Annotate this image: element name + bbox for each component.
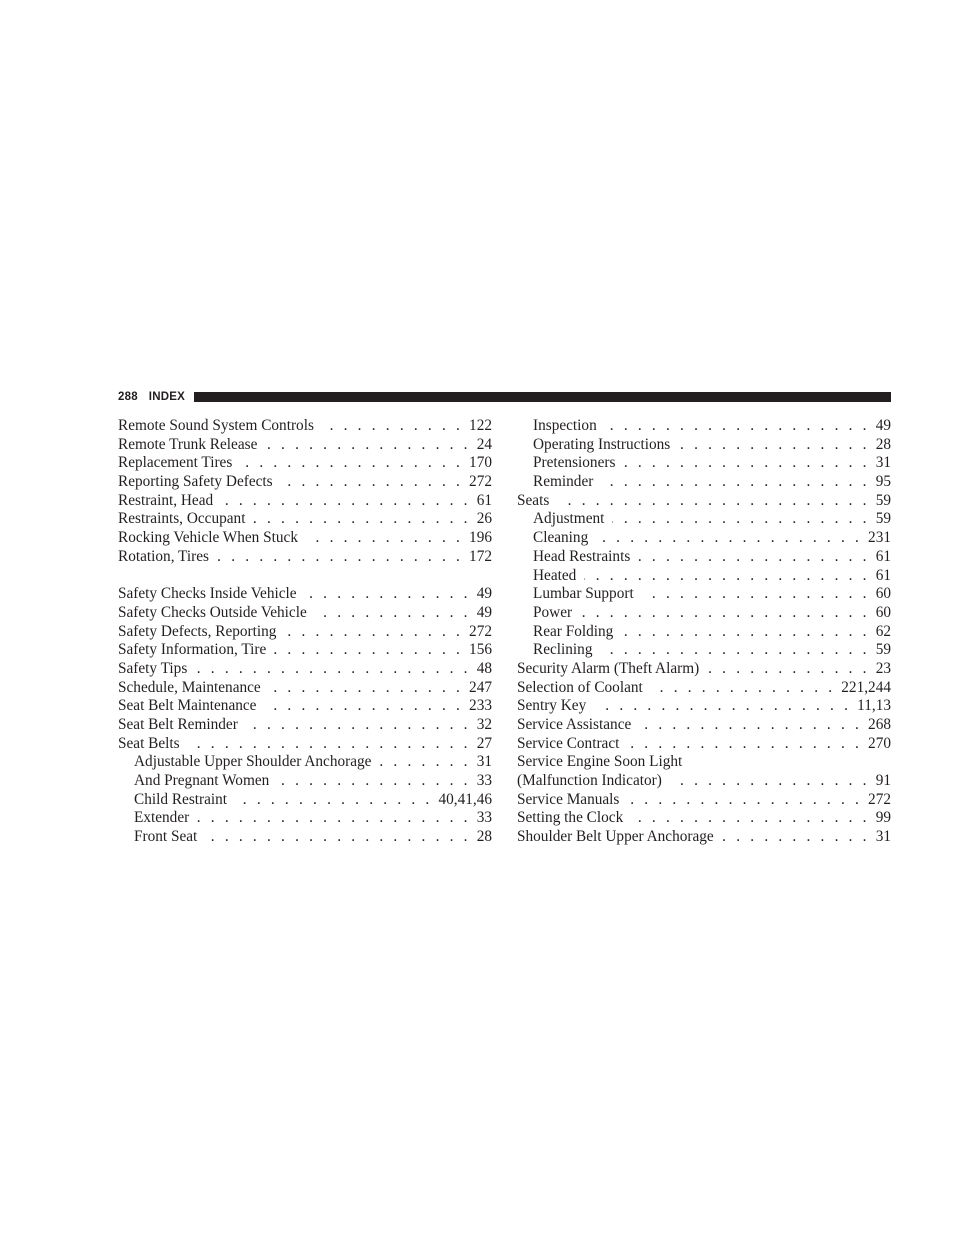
dot-leader [627,791,862,810]
dot-leader [274,641,463,660]
index-page-ref: 272 [868,790,891,808]
index-page-ref: 61 [476,491,492,509]
index-page-ref: 91 [875,772,891,790]
dot-leader [612,510,869,529]
index-term: Safety Defects, Reporting [118,622,277,640]
index-term: Heated [533,566,577,584]
index-term: Remote Trunk Release [118,435,258,453]
index-term: Extender [134,809,190,827]
dot-leader [322,417,463,436]
index-entry [118,660,492,679]
index-entry [118,473,492,492]
dot-leader [631,809,869,828]
dot-leader [379,753,470,772]
dot-leader [253,510,470,529]
index-page-ref: 122 [469,417,492,434]
index-term: Shoulder Belt Upper Anchorage [517,828,714,846]
index-subentry [517,436,891,455]
index-term: Reclining [533,641,593,659]
index-term: Service Manuals [517,790,620,808]
index-page-ref: 270 [868,734,891,752]
index-entry [517,697,891,716]
index-entry [118,585,492,604]
index-page-ref: 33 [476,809,492,827]
index-entry [118,623,492,642]
index-subentry [118,828,492,847]
index-term: Reminder [533,473,594,491]
index-page-ref: 49 [476,603,492,621]
header-rule [194,392,891,402]
index-entry [118,492,492,511]
index-page-ref: 31 [875,828,891,846]
dot-leader [284,623,463,642]
dot-leader [642,585,870,604]
index-column-right [517,417,891,847]
dot-leader [305,585,471,604]
dot-leader [197,809,470,828]
index-page-ref: 48 [476,659,492,677]
index-subentry [517,473,891,492]
dot-leader [722,828,870,847]
dot-leader [265,436,470,455]
index-entry [118,510,492,529]
index-entry [118,641,492,660]
index-term: Rocking Vehicle When Stuck [118,529,298,547]
index-entry [118,716,492,735]
dot-leader [651,679,836,698]
index-page-ref: 233 [469,697,492,715]
index-subentry [118,753,492,772]
dot-leader [678,436,869,455]
index-page-ref: 95 [875,473,891,491]
index-entry [517,828,891,847]
dot-leader [306,529,463,548]
index-term: Service Engine Soon Light [517,753,683,771]
index-term: Front Seat [134,828,198,846]
index-term: Replacement Tires [118,454,233,472]
index-page-ref: 28 [476,828,492,846]
index-entry [118,679,492,698]
index-entry [118,604,492,623]
index-term: Seat Belt Reminder [118,716,238,733]
section-title: INDEX [148,391,185,403]
dot-leader [188,735,471,754]
index-term: Selection of Coolant [517,678,643,696]
index-page-ref: 31 [476,753,492,771]
index-entry [517,716,891,735]
index-page-ref: 156 [469,641,492,659]
index-entry [517,660,891,679]
dot-leader [277,772,470,791]
index-entry [118,454,492,473]
index-page-ref: 23 [875,659,891,677]
index-page-ref: 59 [875,510,891,528]
index-page-ref: 170 [469,454,492,472]
index-page-ref: 172 [469,547,492,565]
index-term: Adjustable Upper Shoulder Anchorage [134,753,372,771]
index-term: Seats [517,491,550,509]
index-page-ref: 49 [875,417,891,434]
index-page-ref: 60 [875,585,891,603]
dot-leader [621,623,869,642]
dot-leader [217,548,463,567]
index-page-ref: 27 [476,734,492,752]
dot-leader [205,828,470,847]
dot-leader [195,660,470,679]
dot-leader [605,417,870,436]
index-term: Remote Sound System Controls [118,417,314,434]
index-term: (Malfunction Indicator) [517,772,662,790]
dot-leader [596,529,862,548]
index-subentry [517,604,891,623]
index-page-ref: 32 [476,716,492,733]
index-page-ref: 60 [875,603,891,621]
index-subentry [517,510,891,529]
index-page-ref: 272 [469,622,492,640]
index-entry [517,735,891,754]
dot-leader [580,604,870,623]
index-term: Head Restraints [533,547,631,565]
dot-leader [601,473,869,492]
dot-leader [627,735,862,754]
dot-leader [584,567,869,586]
index-page-ref: 49 [476,585,492,603]
index-term: Security Alarm (Theft Alarm) [517,659,700,677]
index-term: Service Contract [517,734,620,752]
index-entry [517,679,891,698]
index-entry [118,697,492,716]
index-term: Restraint, Head [118,491,214,509]
index-term: Restraints, Occupant [118,510,246,528]
index-page-ref: 26 [476,510,492,528]
page-header [118,390,891,404]
dot-leader [670,772,870,791]
index-term: Safety Checks Inside Vehicle [118,585,297,603]
index-term: Service Assistance [517,716,632,733]
dot-leader [600,641,869,660]
dot-leader [623,454,869,473]
index-term: Safety Information, Tire [118,641,267,659]
index-term: Reporting Safety Defects [118,473,273,491]
index-page-ref: 28 [875,435,891,453]
index-term: Power [533,603,573,621]
index-page-ref: 272 [469,473,492,491]
index-term: Seat Belt Maintenance [118,697,257,715]
index-term: Lumbar Support [533,585,634,603]
index-subentry [517,454,891,473]
index-entry [517,492,891,511]
index-term: And Pregnant Women [134,772,270,790]
index-page-ref: 62 [875,622,891,640]
dot-leader [235,791,432,810]
index-entry [118,529,492,548]
index-entry [517,791,891,810]
index-entry [118,417,492,436]
index-subentry [517,567,891,586]
index-term: Seat Belts [118,734,180,752]
index-entry [517,772,891,791]
index-term: Operating Instructions [533,435,671,453]
index-page-ref: 59 [875,641,891,659]
index-term: Rotation, Tires [118,547,209,565]
index-page-ref: 59 [875,491,891,509]
index-entry [118,735,492,754]
letter-group-gap [118,567,492,586]
index-page-ref: 99 [875,809,891,827]
index-subentry [118,809,492,828]
dot-leader [221,492,471,511]
index-term: Sentry Key [517,697,587,715]
index-page-ref: 61 [875,547,891,565]
index-column-left [118,417,492,847]
index-entry [517,809,891,828]
index-term: Inspection [533,417,597,434]
dot-leader [638,548,869,567]
index-subentry [517,585,891,604]
dot-leader [240,454,463,473]
index-term: Adjustment [533,510,605,528]
index-page-ref: 268 [868,716,891,733]
dot-leader [246,716,471,735]
index-subentry [517,641,891,660]
index-page-ref: 221,244 [841,678,891,696]
dot-leader [594,697,851,716]
index-subentry [517,548,891,567]
index-page-ref: 231 [868,529,891,547]
dot-leader [264,697,463,716]
index-entry [118,548,492,567]
dot-leader [281,473,463,492]
index-page-ref: 196 [469,529,492,547]
index-term: Rear Folding [533,622,614,640]
dot-leader [269,679,463,698]
index-subentry [118,791,492,810]
index-term: Setting the Clock [517,809,624,827]
dot-leader [639,716,862,735]
index-term: Child Restraint [134,790,228,808]
index-page-ref: 247 [469,678,492,696]
index-page-ref: 61 [875,566,891,584]
index-page-ref: 33 [476,772,492,790]
index-entry [118,436,492,455]
index-subentry [517,417,891,436]
index-page-ref: 24 [476,435,492,453]
index-subentry [517,529,891,548]
index-subentry [517,623,891,642]
page-number: 288 [118,391,138,403]
index-term: Safety Tips [118,659,188,677]
index-page-ref: 40,41,46 [438,790,492,808]
index-subentry [118,772,492,791]
dot-leader [557,492,869,511]
index-term: Schedule, Maintenance [118,678,261,696]
index-page-ref: 11,13 [857,697,891,715]
dot-leader [707,660,869,679]
dot-leader [315,604,471,623]
index-page-ref: 31 [875,454,891,472]
index-term: Pretensioners [533,454,616,472]
index-entry [517,753,891,772]
index-term: Safety Checks Outside Vehicle [118,603,307,621]
index-term: Cleaning [533,529,589,547]
